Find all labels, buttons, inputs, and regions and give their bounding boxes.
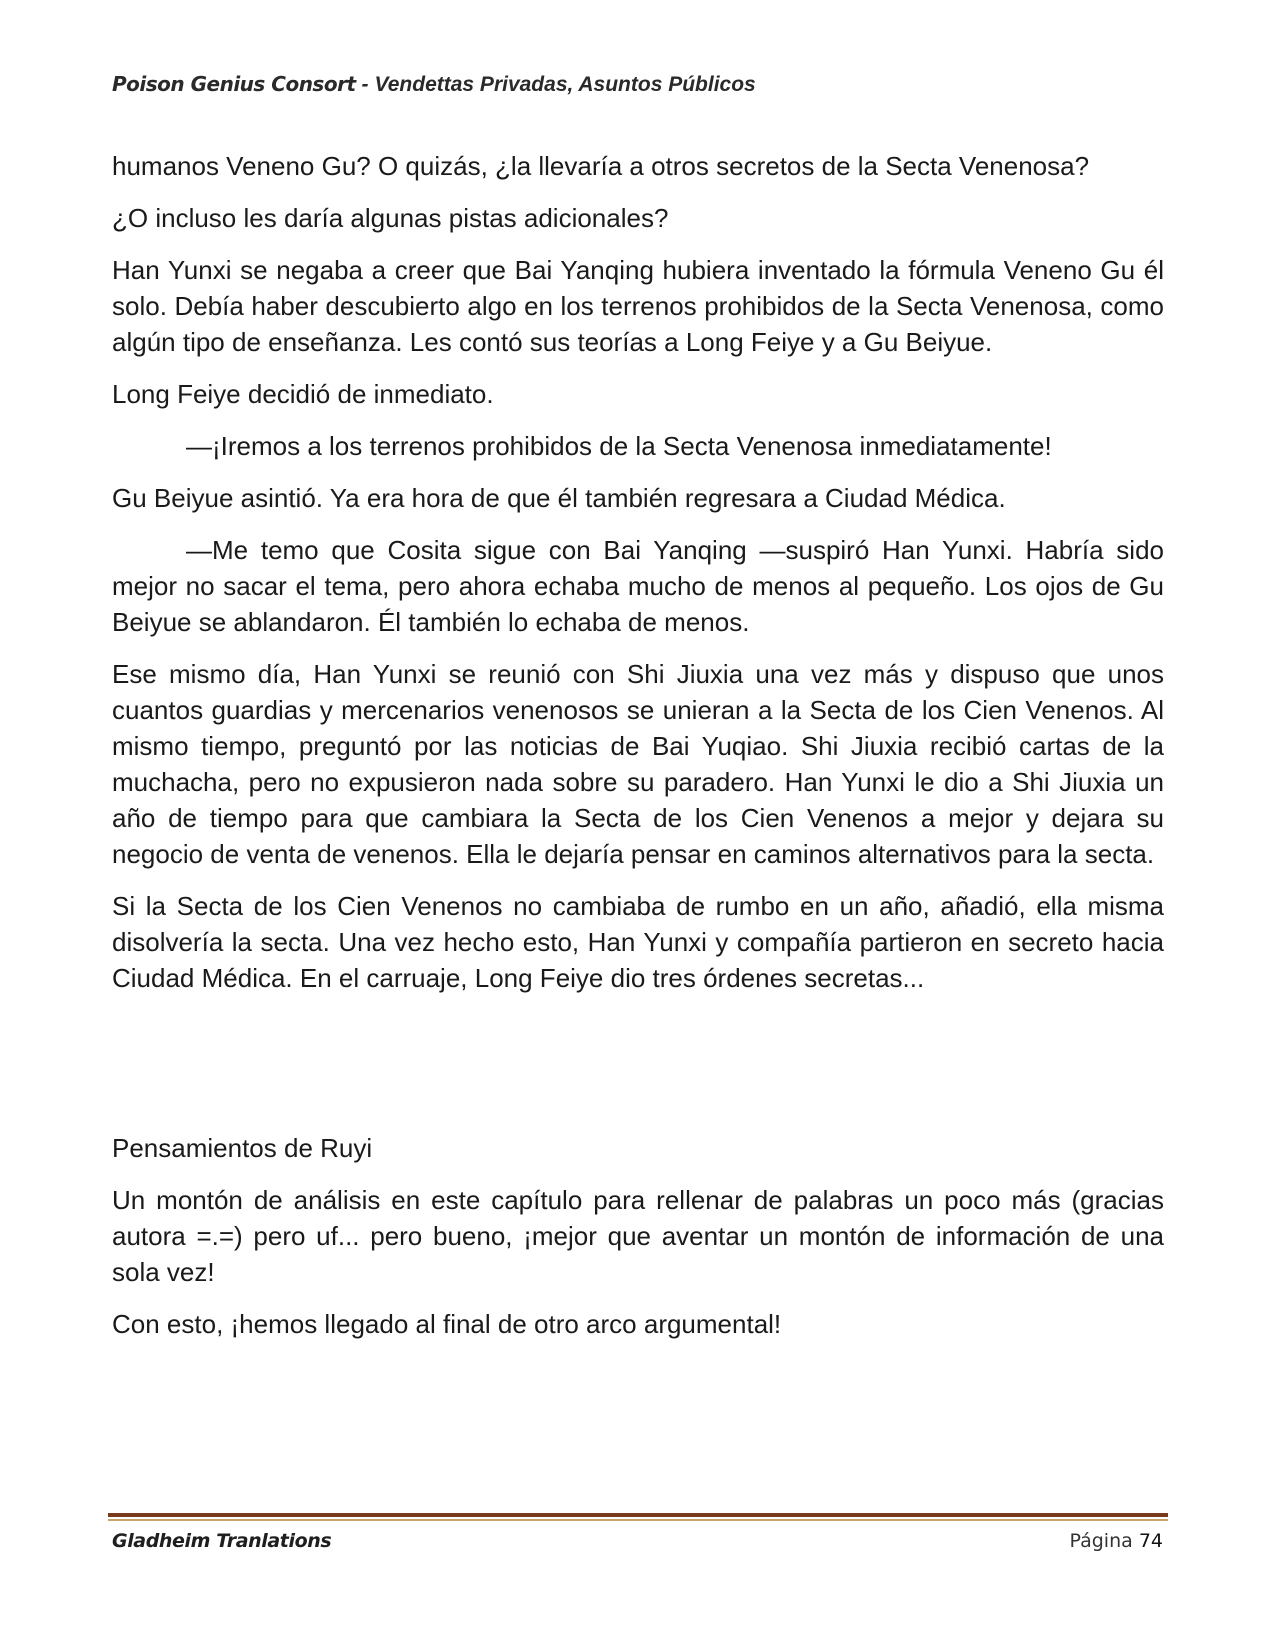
paragraph: Han Yunxi se negaba a creer que Bai Yanqing hubiera inventado la fórmula Veneno Gu él solo. Debía haber descubierto algo en los terrenos prohibidos de la Secta Venenosa, como algún tipo de enseñanza. Les contó sus teorías a Long Feiye y a Gu Beiyue. [112,255,1164,357]
book-title: Poison Genius Consort [112,72,356,96]
paragraph: Ese mismo día, Han Yunxi se reunió con Shi Jiuxia una vez más y dispuso que unos cuantos guardias y mercenarios venenosos se unieran a la Secta de los Cien Venenos. Al mismo tiempo, preguntó por las noticias de Bai Yuqiao. Shi Jiuxia recibió cartas de la muchacha, pero no expusieron nada sobre su paradero. Han Yunxi le dio a Shi Jiuxia un año de tiempo para que cambiara la Secta de los Cien Venenos a mejor y dejara su negocio de venta de venenos. Ella le dejaría pensar en caminos alternativos para la secta. [112,659,1164,869]
paragraph: Si la Secta de los Cien Venenos no cambiaba de rumbo en un año, añadió, ella misma disolvería la secta. Una vez hecho esto, Han Yunxi y compañía partieron en secreto hacia Ciudad Médica. En el carruaje, Long Feiye dio tres órdenes secretas... [112,891,1164,993]
dialogue-paragraph: —¡Iremos a los terrenos prohibidos de la Secta Venenosa inmediatamente! [186,431,1052,461]
page-label: Página [1069,1530,1133,1552]
section-gap [112,1012,1164,1130]
dialogue-paragraph: —Me temo que Cosita sigue con Bai Yanqing —suspiró Han Yunxi. Habría sido mejor no sacar el tema, pero ahora echaba mucho de menos al pequeño. Los ojos de Gu Beiyue se ablandaron. Él también lo echaba de menos. [112,535,1164,637]
footer-publisher: Gladheim Tranlations [112,1530,332,1552]
page-number: 74 [1138,1530,1163,1552]
chapter-title: Vendettas Privadas, Asuntos Públicos [374,73,756,96]
header-separator: - [361,73,369,96]
footer-divider-accent [108,1519,1168,1521]
paragraph: ¿O incluso les daría algunas pistas adicionales? [112,203,669,233]
notes-paragraph: Un montón de análisis en este capítulo para rellenar de palabras un poco más (gracias autora =.=) pero uf... pero bueno, ¡mejor que aventar un montón de información de una sola vez! [112,1185,1164,1287]
body-text [112,148,1164,1358]
paragraph: humanos Veneno Gu? O quizás, ¿la llevaría a otros secretos de la Secta Venenosa? [112,151,1090,181]
paragraph: Long Feiye decidió de inmediato. [112,379,494,409]
notes-paragraph: Con esto, ¡hemos llegado al final de otro arco argumental! [112,1309,782,1339]
notes-heading: Pensamientos de Ruyi [112,1133,373,1163]
page-number-label [1069,1530,1163,1552]
footer-divider [108,1513,1168,1517]
running-header [112,72,756,97]
paragraph: Gu Beiyue asintió. Ya era hora de que él también regresara a Ciudad Médica. [112,483,1006,513]
